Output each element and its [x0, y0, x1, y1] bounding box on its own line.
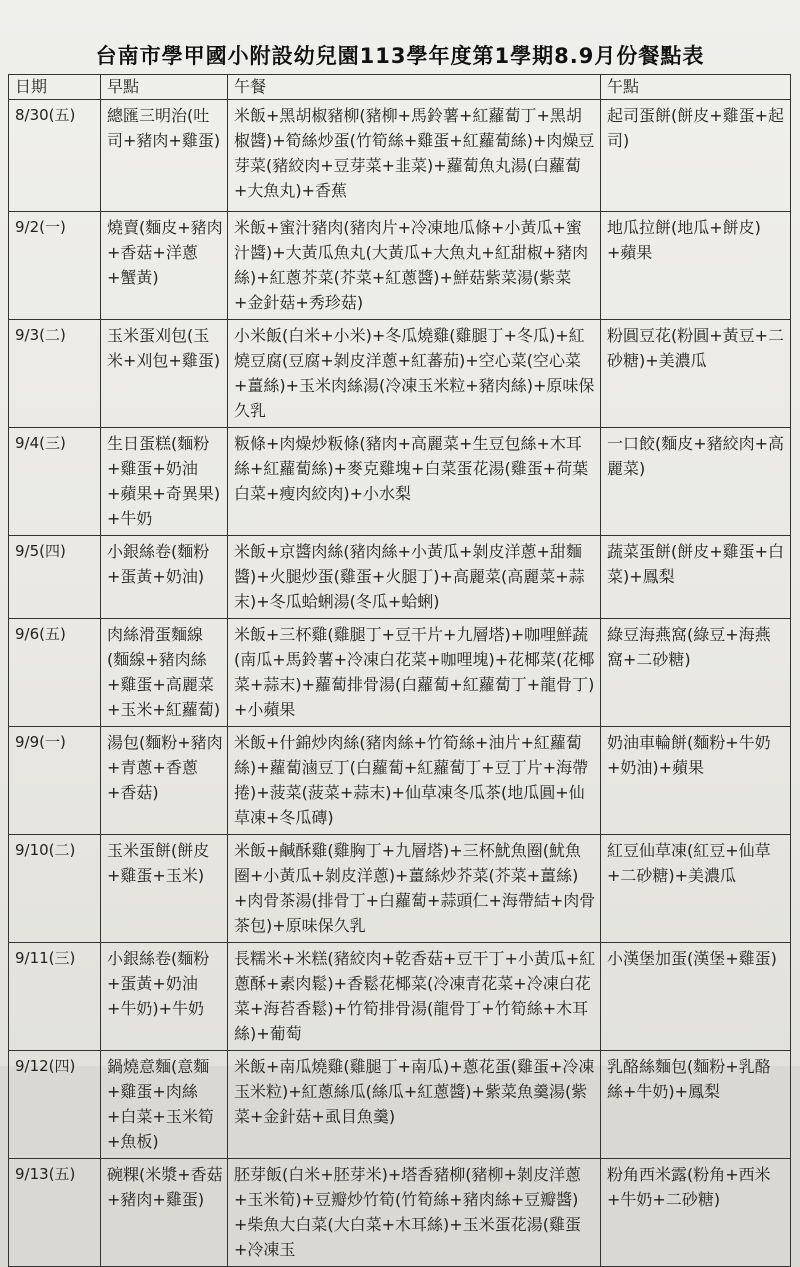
lunch-cell: 長糯米+米糕(豬絞肉+乾香菇+豆干丁+小黃瓜+紅蔥酥+素肉鬆)+香鬆花椰菜(冷凍青花菜+冷凍白花菜+海苔香鬆)+竹筍排骨湯(龍骨丁+竹筍絲+木耳絲)+葡萄 — [228, 943, 601, 1051]
date-cell: 9/9(一) — [9, 727, 101, 835]
snack-cell: 綠豆海燕窩(綠豆+海燕窩+二砂糖) — [601, 619, 791, 727]
lunch-cell: 米飯+南瓜燒雞(雞腿丁+南瓜)+蔥花蛋(雞蛋+冷凍玉米粒)+紅蔥絲瓜(絲瓜+紅蔥醬)+紫菜魚羹湯(紫菜+金針菇+虱目魚羹) — [228, 1051, 601, 1159]
date-cell: 9/2(一) — [9, 212, 101, 320]
table-row — [9, 943, 791, 1051]
breakfast-cell: 燒賣(麵皮+豬肉+香菇+洋蔥+蟹黃) — [101, 212, 228, 320]
date-cell: 9/11(三) — [9, 943, 101, 1051]
breakfast-cell: 碗粿(米漿+香菇+豬肉+雞蛋) — [101, 1159, 228, 1267]
date-cell: 9/12(四) — [9, 1051, 101, 1159]
date-cell: 9/4(三) — [9, 428, 101, 536]
header-snack: 午點 — [601, 75, 791, 100]
snack-cell: 起司蛋餅(餅皮+雞蛋+起司) — [601, 100, 791, 212]
table-row — [9, 320, 791, 428]
date-cell: 9/10(二) — [9, 835, 101, 943]
date-cell: 9/3(二) — [9, 320, 101, 428]
header-breakfast: 早點 — [101, 75, 228, 100]
snack-cell: 地瓜拉餅(地瓜+餅皮)+蘋果 — [601, 212, 791, 320]
snack-cell: 奶油車輪餅(麵粉+牛奶+奶油)+蘋果 — [601, 727, 791, 835]
breakfast-cell: 鍋燒意麵(意麵+雞蛋+肉絲+白菜+玉米筍+魚板) — [101, 1051, 228, 1159]
breakfast-cell: 湯包(麵粉+豬肉+青蔥+香蔥+香菇) — [101, 727, 228, 835]
date-cell: 9/5(四) — [9, 536, 101, 619]
lunch-cell: 胚芽飯(白米+胚芽米)+塔香豬柳(豬柳+剝皮洋蔥+玉米筍)+豆瓣炒竹筍(竹筍絲+豬肉絲+豆瓣醬)+柴魚大白菜(大白菜+木耳絲)+玉米蛋花湯(雞蛋+冷凍玉 — [228, 1159, 601, 1267]
header-lunch: 午餐 — [228, 75, 601, 100]
breakfast-cell: 生日蛋糕(麵粉+雞蛋+奶油+蘋果+奇異果)+牛奶 — [101, 428, 228, 536]
snack-cell: 紅豆仙草凍(紅豆+仙草+二砂糖)+美濃瓜 — [601, 835, 791, 943]
lunch-cell: 米飯+三杯雞(雞腿丁+豆干片+九層塔)+咖哩鮮蔬(南瓜+馬鈴薯+冷凍白花菜+咖哩塊)+花椰菜(花椰菜+蒜末)+蘿蔔排骨湯(白蘿蔔+紅蘿蔔丁+龍骨丁)+小蘋果 — [228, 619, 601, 727]
table-row — [9, 100, 791, 212]
breakfast-cell: 玉米蛋餅(餅皮+雞蛋+玉米) — [101, 835, 228, 943]
table-row — [9, 212, 791, 320]
breakfast-cell: 總匯三明治(吐司+豬肉+雞蛋) — [101, 100, 228, 212]
breakfast-cell: 小銀絲卷(麵粉+蛋黃+奶油) — [101, 536, 228, 619]
table-row — [9, 1051, 791, 1159]
page-title: 台南市學甲國小附設幼兒園113學年度第1學期8.9月份餐點表 — [95, 44, 705, 68]
meal-table — [8, 74, 791, 1267]
table-row — [9, 1159, 791, 1267]
header-row — [9, 75, 791, 100]
table-row — [9, 536, 791, 619]
lunch-cell: 粄條+肉燥炒粄條(豬肉+高麗菜+生豆包絲+木耳絲+紅蘿蔔絲)+麥克雞塊+白菜蛋花湯(雞蛋+荷葉白菜+瘦肉絞肉)+小水梨 — [228, 428, 601, 536]
breakfast-cell: 小銀絲卷(麵粉+蛋黃+奶油+牛奶)+牛奶 — [101, 943, 228, 1051]
snack-cell: 小漢堡加蛋(漢堡+雞蛋) — [601, 943, 791, 1051]
table-row — [9, 835, 791, 943]
table-row — [9, 727, 791, 835]
breakfast-cell: 玉米蛋刈包(玉米+刈包+雞蛋) — [101, 320, 228, 428]
snack-cell: 粉圓豆花(粉圓+黃豆+二砂糖)+美濃瓜 — [601, 320, 791, 428]
snack-cell: 一口餃(麵皮+豬絞肉+高麗菜) — [601, 428, 791, 536]
table-row — [9, 619, 791, 727]
date-cell: 9/6(五) — [9, 619, 101, 727]
snack-cell: 蔬菜蛋餅(餅皮+雞蛋+白菜)+鳳梨 — [601, 536, 791, 619]
lunch-cell: 米飯+京醬肉絲(豬肉絲+小黃瓜+剝皮洋蔥+甜麵醬)+火腿炒蛋(雞蛋+火腿丁)+高麗菜(高麗菜+蒜末)+冬瓜蛤蜊湯(冬瓜+蛤蜊) — [228, 536, 601, 619]
table-row — [9, 428, 791, 536]
lunch-cell: 米飯+鹹酥雞(雞胸丁+九層塔)+三杯魷魚圈(魷魚圈+小黃瓜+剝皮洋蔥)+薑絲炒芥菜(芥菜+薑絲)+肉骨茶湯(排骨丁+白蘿蔔+蒜頭仁+海帶結+肉骨茶包)+原味保久乳 — [228, 835, 601, 943]
snack-cell: 粉角西米露(粉角+西米+牛奶+二砂糖) — [601, 1159, 791, 1267]
lunch-cell: 米飯+蜜汁豬肉(豬肉片+冷凍地瓜條+小黃瓜+蜜汁醬)+大黃瓜魚丸(大黃瓜+大魚丸+紅甜椒+豬肉絲)+紅蔥芥菜(芥菜+紅蔥醬)+鮮菇紫菜湯(紫菜+金針菇+秀珍菇) — [228, 212, 601, 320]
date-cell: 8/30(五) — [9, 100, 101, 212]
lunch-cell: 米飯+黑胡椒豬柳(豬柳+馬鈴薯+紅蘿蔔丁+黑胡椒醬)+筍絲炒蛋(竹筍絲+雞蛋+紅蘿蔔絲)+肉燥豆芽菜(豬絞肉+豆芽菜+韭菜)+蘿蔔魚丸湯(白蘿蔔+大魚丸)+香蕉 — [228, 100, 601, 212]
breakfast-cell: 肉絲滑蛋麵線(麵線+豬肉絲+雞蛋+高麗菜+玉米+紅蘿蔔) — [101, 619, 228, 727]
lunch-cell: 小米飯(白米+小米)+冬瓜燒雞(雞腿丁+冬瓜)+紅燒豆腐(豆腐+剝皮洋蔥+紅蕃茄)+空心菜(空心菜+薑絲)+玉米肉絲湯(冷凍玉米粒+豬肉絲)+原味保久乳 — [228, 320, 601, 428]
date-cell: 9/13(五) — [9, 1159, 101, 1267]
snack-cell: 乳酪絲麵包(麵粉+乳酪絲+牛奶)+鳳梨 — [601, 1051, 791, 1159]
lunch-cell: 米飯+什錦炒肉絲(豬肉絲+竹筍絲+油片+紅蘿蔔絲)+蘿蔔滷豆丁(白蘿蔔+紅蘿蔔丁+豆丁片+海帶捲)+菠菜(菠菜+蒜末)+仙草凍冬瓜茶(地瓜圓+仙草凍+冬瓜磚) — [228, 727, 601, 835]
header-date: 日期 — [9, 75, 101, 100]
